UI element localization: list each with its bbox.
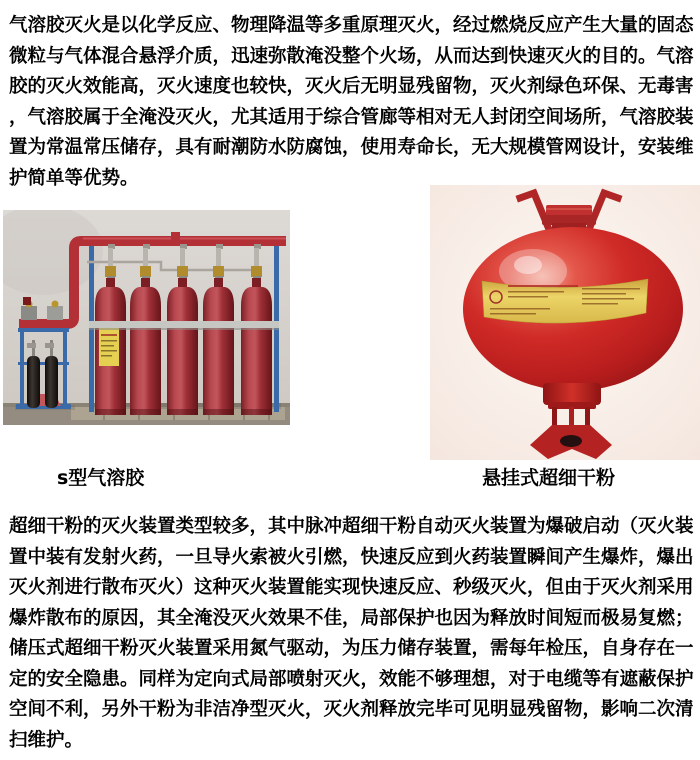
text-line: 爆炸散布的原因，其全淹没灭火效果不佳，局部保护也因为释放时间短而极易复燃； bbox=[9, 607, 694, 629]
deflector-hole bbox=[560, 435, 582, 447]
clamp-band bbox=[89, 321, 279, 328]
manifold-port bbox=[171, 232, 180, 241]
cylinder-label bbox=[99, 328, 119, 366]
text-line: 灭火剂进行散布灭火）这种灭火装置能实现快速反应、秒级灭火，但由于灭火剂采用 bbox=[9, 577, 694, 598]
text-line: 定的安全隐患。同样为定向式局部喷射灭火，效能不够理想，对于电缆等有遮蔽保护 bbox=[9, 668, 694, 690]
text-line: 空间不利，另外干粉为非洁净型灭火，灭火剂释放完毕可见明显残留物，影响二次清 bbox=[9, 699, 694, 720]
text-line: 扫维护。 bbox=[9, 729, 84, 751]
body-paragraph bbox=[9, 512, 695, 756]
text-line: 胶的灭火效能高，灭火速度也较快，灭火后无明显残留物，灭火剂绿色环保、无毒害 bbox=[9, 76, 694, 97]
figure-caption-left: s型气溶胶 bbox=[57, 467, 145, 489]
aerosol-cylinder-bank-photo bbox=[3, 210, 290, 425]
text-line: 气溶胶灭火是以化学反应、物理降温等多重原理灭火，经过燃烧反应产生大量的固态 bbox=[9, 15, 694, 36]
clamp-band-shadow bbox=[89, 328, 279, 330]
text-line: 超细干粉的灭火装置类型较多，其中脉冲超细干粉自动灭火装置为爆破启动（灭火装 bbox=[9, 516, 694, 537]
text-line: 储压式超细干粉灭火装置采用氮气驱动，为压力储存装置，需每年检压，自身存在一 bbox=[9, 638, 694, 659]
text-line: 置中装有发射火药，一旦导火索被火引燃，快速反应到火药装置瞬间产生爆炸，爆出 bbox=[9, 546, 694, 568]
text-line: ，气溶胶属于全淹没灭火，尤其适用于综合管廊等相对无人封闭空间场所，气溶胶装 bbox=[9, 106, 694, 128]
tank-highlight bbox=[514, 256, 542, 274]
figure-caption-right: 悬挂式超细干粉 bbox=[482, 467, 616, 489]
intro-paragraph bbox=[9, 11, 695, 194]
text-line: 微粒与气体混合悬浮介质，迅速弥散淹没整个火场，从而达到快速灭火的目的。气溶 bbox=[9, 45, 694, 67]
text-line: 护简单等优势。 bbox=[9, 167, 139, 189]
hanging-extinguisher-photo bbox=[430, 185, 700, 460]
tank-label-band bbox=[482, 279, 648, 323]
text-line: 置为常温常压储存，具有耐潮防水防腐蚀，使用寿命长，无大规模管网设计，安装维 bbox=[9, 137, 694, 158]
